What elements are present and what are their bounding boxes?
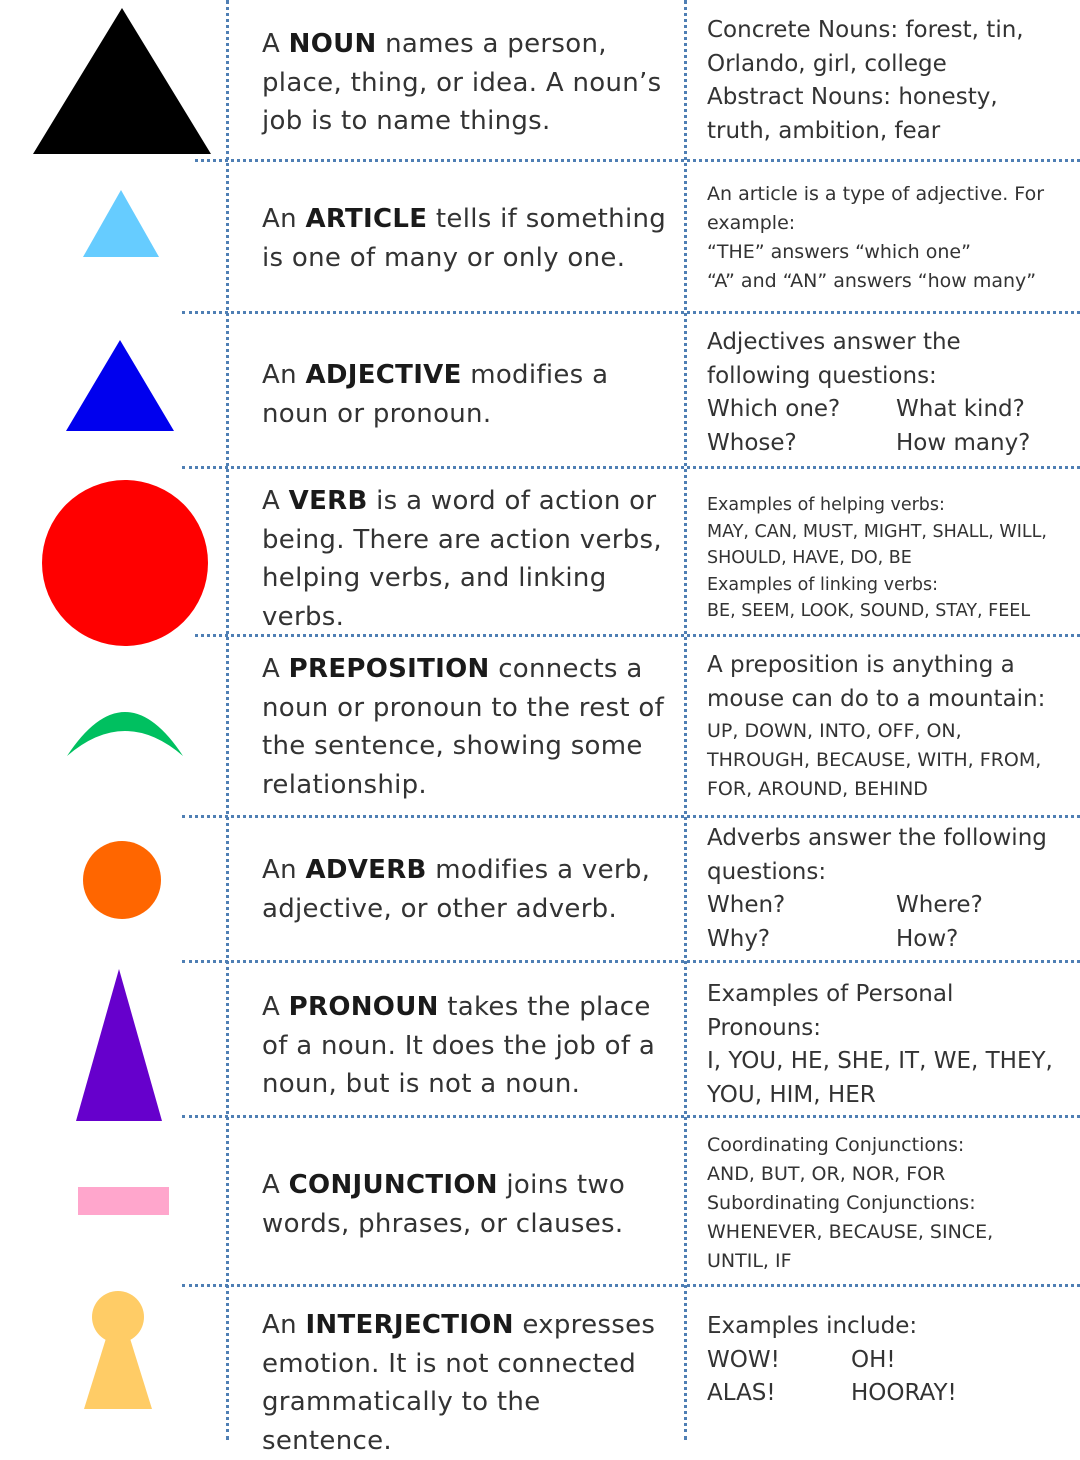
example-line: BE, SEEM, LOOK, SOUND, STAY, FEEL bbox=[707, 601, 1031, 621]
question-row: Whose? How many? bbox=[707, 430, 1031, 457]
noun-definition: A NOUN names a person, place, thing, or idea. A noun’s job is to name things. bbox=[262, 29, 662, 136]
verb-term: VERB bbox=[288, 486, 368, 516]
row-divider bbox=[182, 466, 1080, 469]
question-row: When? Where? bbox=[707, 892, 983, 919]
verb-red-circle-icon bbox=[40, 478, 210, 648]
example-line: Coordinating Conjunctions: bbox=[707, 1134, 965, 1156]
adverb-definition: An ADVERB modifies a verb, adjective, or other adverb. bbox=[262, 855, 651, 924]
preposition-green-crescent-icon bbox=[64, 698, 186, 760]
example-line: UNTIL, IF bbox=[707, 1250, 792, 1272]
column-divider-left bbox=[226, 0, 229, 1440]
adjective-blue-triangle-icon bbox=[63, 338, 177, 434]
question-row: Why? How? bbox=[707, 926, 959, 953]
example-line: Examples of helping verbs: bbox=[707, 495, 945, 515]
example-line: mouse can do to a mountain: bbox=[707, 685, 1046, 712]
example-line: Abstract Nouns: honesty, bbox=[707, 84, 998, 111]
interjection-definition: An INTERJECTION expresses emotion. It is not connected grammatically to the sentence. bbox=[262, 1310, 656, 1456]
example-line: THROUGH, BECAUSE, WITH, FROM, bbox=[707, 749, 1042, 771]
article-definition: An ARTICLE tells if something is one of many or only one. bbox=[262, 204, 667, 273]
example-line: WHENEVER, BECAUSE, SINCE, bbox=[707, 1221, 994, 1243]
row-divider bbox=[182, 815, 1080, 818]
noun-term: NOUN bbox=[288, 29, 377, 59]
example-line: Orlando, girl, college bbox=[707, 50, 947, 77]
example-line: I, YOU, HE, SHE, IT, WE, THEY, bbox=[707, 1048, 1053, 1075]
example-line: Pronouns: bbox=[707, 1014, 822, 1041]
example-line: truth, ambition, fear bbox=[707, 118, 941, 145]
adjective-definition: An ADJECTIVE modifies a noun or pronoun. bbox=[262, 360, 609, 429]
conjunction-definition: A CONJUNCTION joins two words, phrases, or clauses. bbox=[262, 1170, 626, 1239]
example-line: Adverbs answer the following bbox=[707, 825, 1047, 851]
example-line: questions: bbox=[707, 858, 827, 885]
row-divider bbox=[182, 311, 1080, 314]
adverb-term: ADVERB bbox=[305, 855, 427, 885]
example-line: Examples of Personal bbox=[707, 981, 954, 1007]
article-examples bbox=[707, 180, 1077, 296]
interjection-yellow-keyhole-icon bbox=[80, 1290, 156, 1412]
noun-black-triangle-icon bbox=[30, 5, 215, 157]
row-divider bbox=[182, 1284, 1080, 1287]
preposition-definition: A PREPOSITION connects a noun or pronoun to the rest of the sentence, showing some relationship. bbox=[262, 654, 665, 800]
question-row: Which one? What kind? bbox=[707, 396, 1025, 423]
interjection-term: INTERJECTION bbox=[305, 1310, 514, 1340]
pronoun-purple-triangle-icon bbox=[73, 966, 165, 1124]
noun-examples bbox=[707, 14, 1077, 149]
adjective-term: ADJECTIVE bbox=[305, 360, 462, 390]
example-line: UP, DOWN, INTO, OFF, ON, bbox=[707, 720, 962, 742]
preposition-example-words bbox=[707, 717, 1077, 804]
example-line: example: bbox=[707, 212, 796, 234]
example-line: “A” and “AN” answers “how many” bbox=[707, 270, 1037, 292]
example-line: MAY, CAN, MUST, MIGHT, SHALL, WILL, bbox=[707, 521, 1047, 542]
example-line: A preposition is anything a bbox=[707, 652, 1015, 678]
column-divider-right bbox=[684, 0, 687, 1440]
example-line: AND, BUT, OR, NOR, FOR bbox=[707, 1163, 946, 1185]
adverb-examples bbox=[707, 822, 1077, 957]
example-line: Adjectives answer the bbox=[707, 329, 961, 355]
example-line: Examples include: bbox=[707, 1313, 918, 1339]
conjunction-pink-bar-icon bbox=[78, 1187, 170, 1217]
pronoun-definition: A PRONOUN takes the place of a noun. It does the job of a noun, but is not a noun. bbox=[262, 992, 656, 1099]
interjection-examples bbox=[707, 1310, 1077, 1411]
example-line: Subordinating Conjunctions: bbox=[707, 1192, 976, 1214]
example-line: SHOULD, HAVE, DO, BE bbox=[707, 548, 912, 568]
row-divider bbox=[195, 159, 1080, 162]
example-line: FOR, AROUND, BEHIND bbox=[707, 778, 928, 800]
row-divider bbox=[182, 1115, 1080, 1118]
conjunction-term: CONJUNCTION bbox=[288, 1170, 498, 1200]
article-term: ARTICLE bbox=[305, 204, 428, 234]
example-line: An article is a type of adjective. For bbox=[707, 183, 1044, 205]
example-line: Concrete Nouns: forest, tin, bbox=[707, 17, 1024, 43]
article-light-blue-triangle-icon bbox=[80, 188, 162, 260]
preposition-examples bbox=[707, 649, 1077, 716]
pronoun-examples bbox=[707, 978, 1077, 1113]
pronoun-term: PRONOUN bbox=[288, 992, 439, 1022]
example-line: Examples of linking verbs: bbox=[707, 574, 939, 595]
exclamation-row: ALAS! HOORAY! bbox=[707, 1380, 957, 1407]
example-line: YOU, HIM, HER bbox=[707, 1082, 876, 1109]
preposition-term: PREPOSITION bbox=[288, 654, 490, 684]
row-divider bbox=[182, 960, 1080, 963]
adjective-examples bbox=[707, 326, 1077, 461]
example-line: “THE” answers “which one” bbox=[707, 241, 971, 263]
verb-examples bbox=[707, 492, 1077, 625]
verb-definition: A VERB is a word of action or being. There are action verbs, helping verbs, and linking verbs. bbox=[262, 486, 662, 632]
adverb-orange-circle-icon bbox=[81, 840, 163, 920]
conjunction-examples bbox=[707, 1131, 1077, 1276]
exclamation-row: WOW! OH! bbox=[707, 1346, 896, 1373]
example-line: following questions: bbox=[707, 362, 937, 389]
